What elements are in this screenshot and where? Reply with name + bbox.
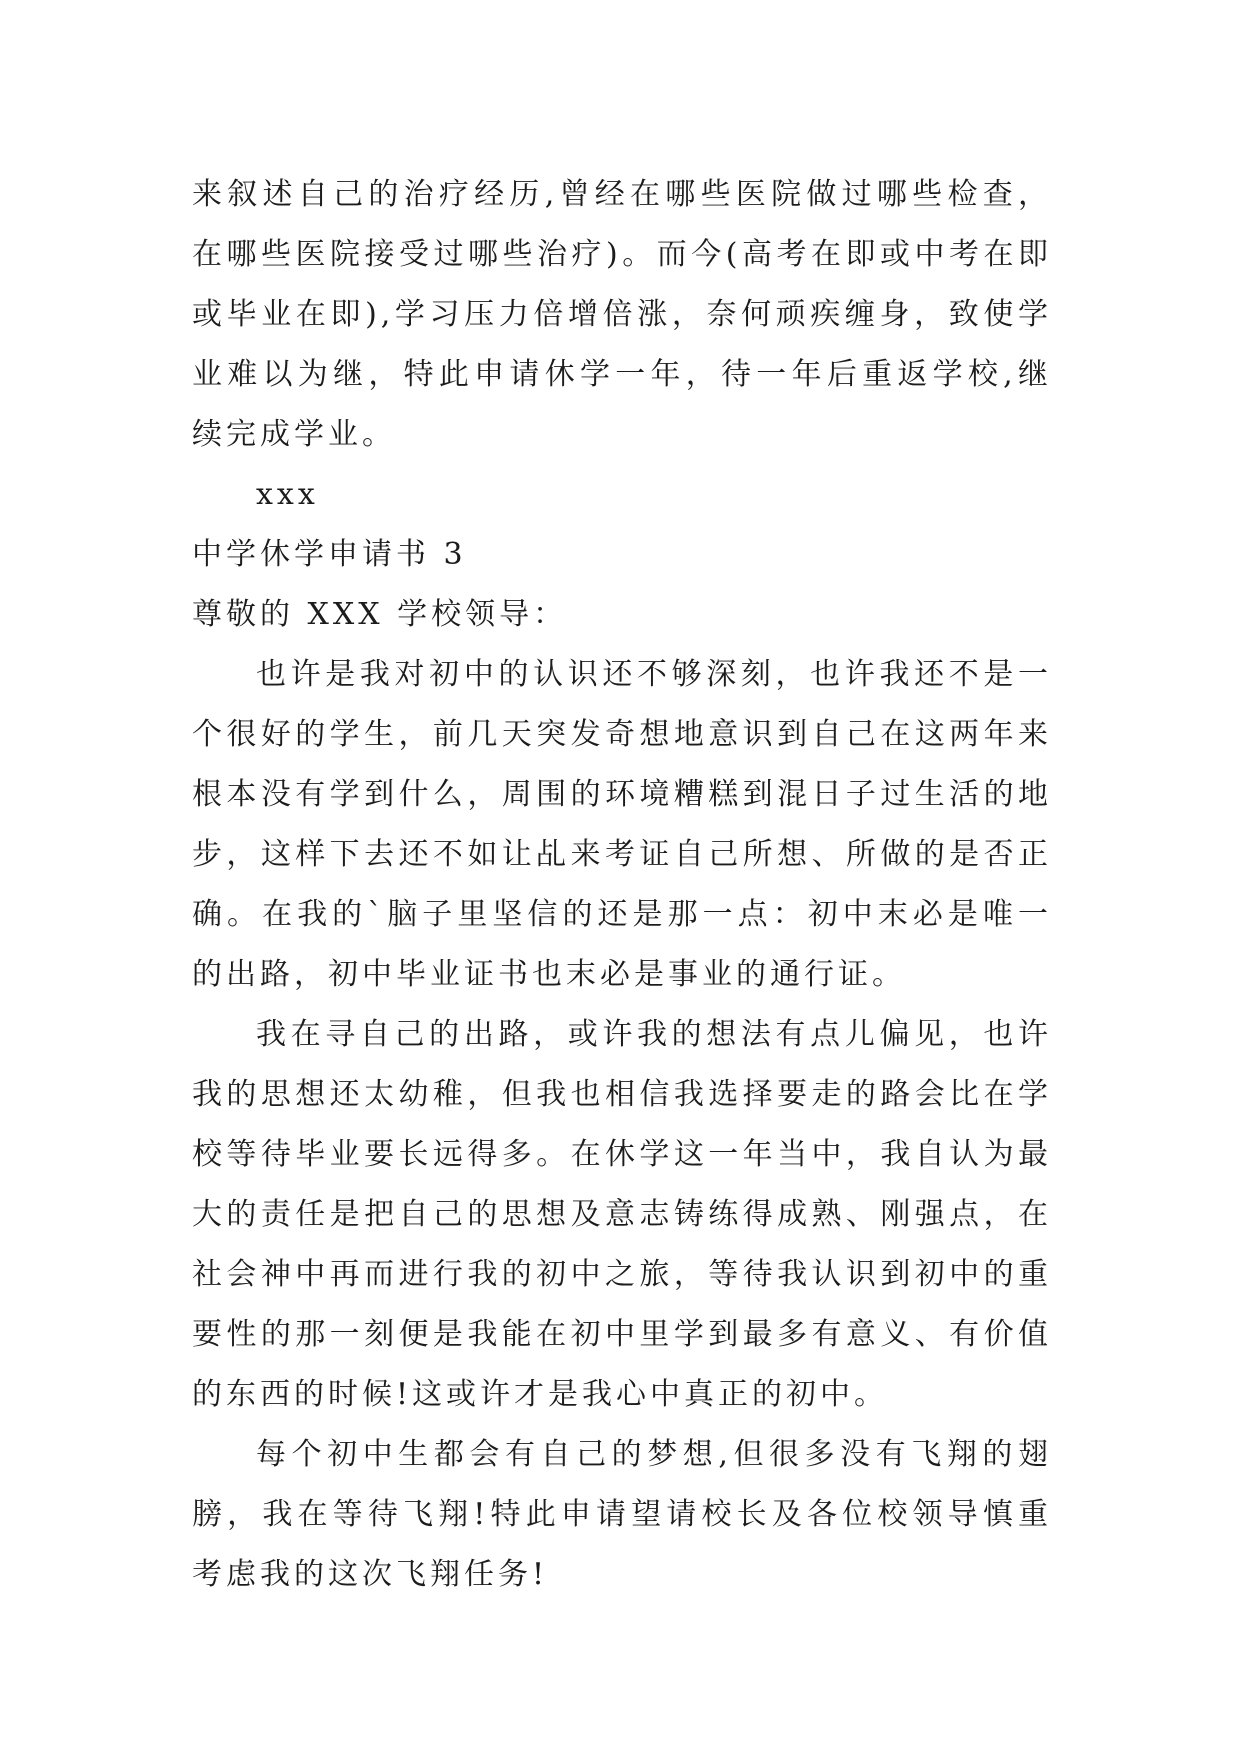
body-paragraph-1: 也许是我对初中的认识还不够深刻，也许我还不是一个很好的学生，前几天突发奇想地意识到自己在这两年来根本没有学到什么，周围的环境糟糕到混日子过生活的地步，这样下去还不如让乩来考证自己所想、所做的是否正确。在我的`脑子里坚信的还是那一点：初中末必是唯一的出路，初中毕业证书也末必是事业的通行证。 xyxy=(192,657,1052,992)
signature: xxx xyxy=(256,477,319,512)
body-paragraph-2: 我在寻自己的出路，或许我的想法有点儿偏见，也许我的思想还太幼稚，但我也相信我选择要走的路会比在学校等待毕业要长远得多。在休学这一年当中，我自认为最大的责任是把自己的思想及意志铸练得成熟、刚强点，在社会神中再而进行我的初中之旅，等待我认识到初中的重要性的那一刻便是我能在初中里学到最多有意义、有价值的东西的时候!这或许才是我心中真正的初中。 xyxy=(192,1017,1052,1412)
section-title: 中学休学申请书 3 xyxy=(192,537,467,572)
document-body xyxy=(192,165,1052,1605)
body-paragraph-3: 每个初中生都会有自己的梦想,但很多没有飞翔的翅膀，我在等待飞翔!特此申请望请校长及各位校领导慎重考虑我的这次飞翔任务! xyxy=(192,1437,1052,1592)
salutation: 尊敬的 XXX 学校领导： xyxy=(192,597,568,632)
continued-paragraph: 来叙述自己的治疗经历,曾经在哪些医院做过哪些检查，在哪些医院接受过哪些治疗)。而今(高考在即或中考在即或毕业在即),学习压力倍增倍涨，奈何顽疾缠身，致使学业难以为继，特此申请休学一年，待一年后重返学校,继续完成学业。 xyxy=(192,177,1052,452)
